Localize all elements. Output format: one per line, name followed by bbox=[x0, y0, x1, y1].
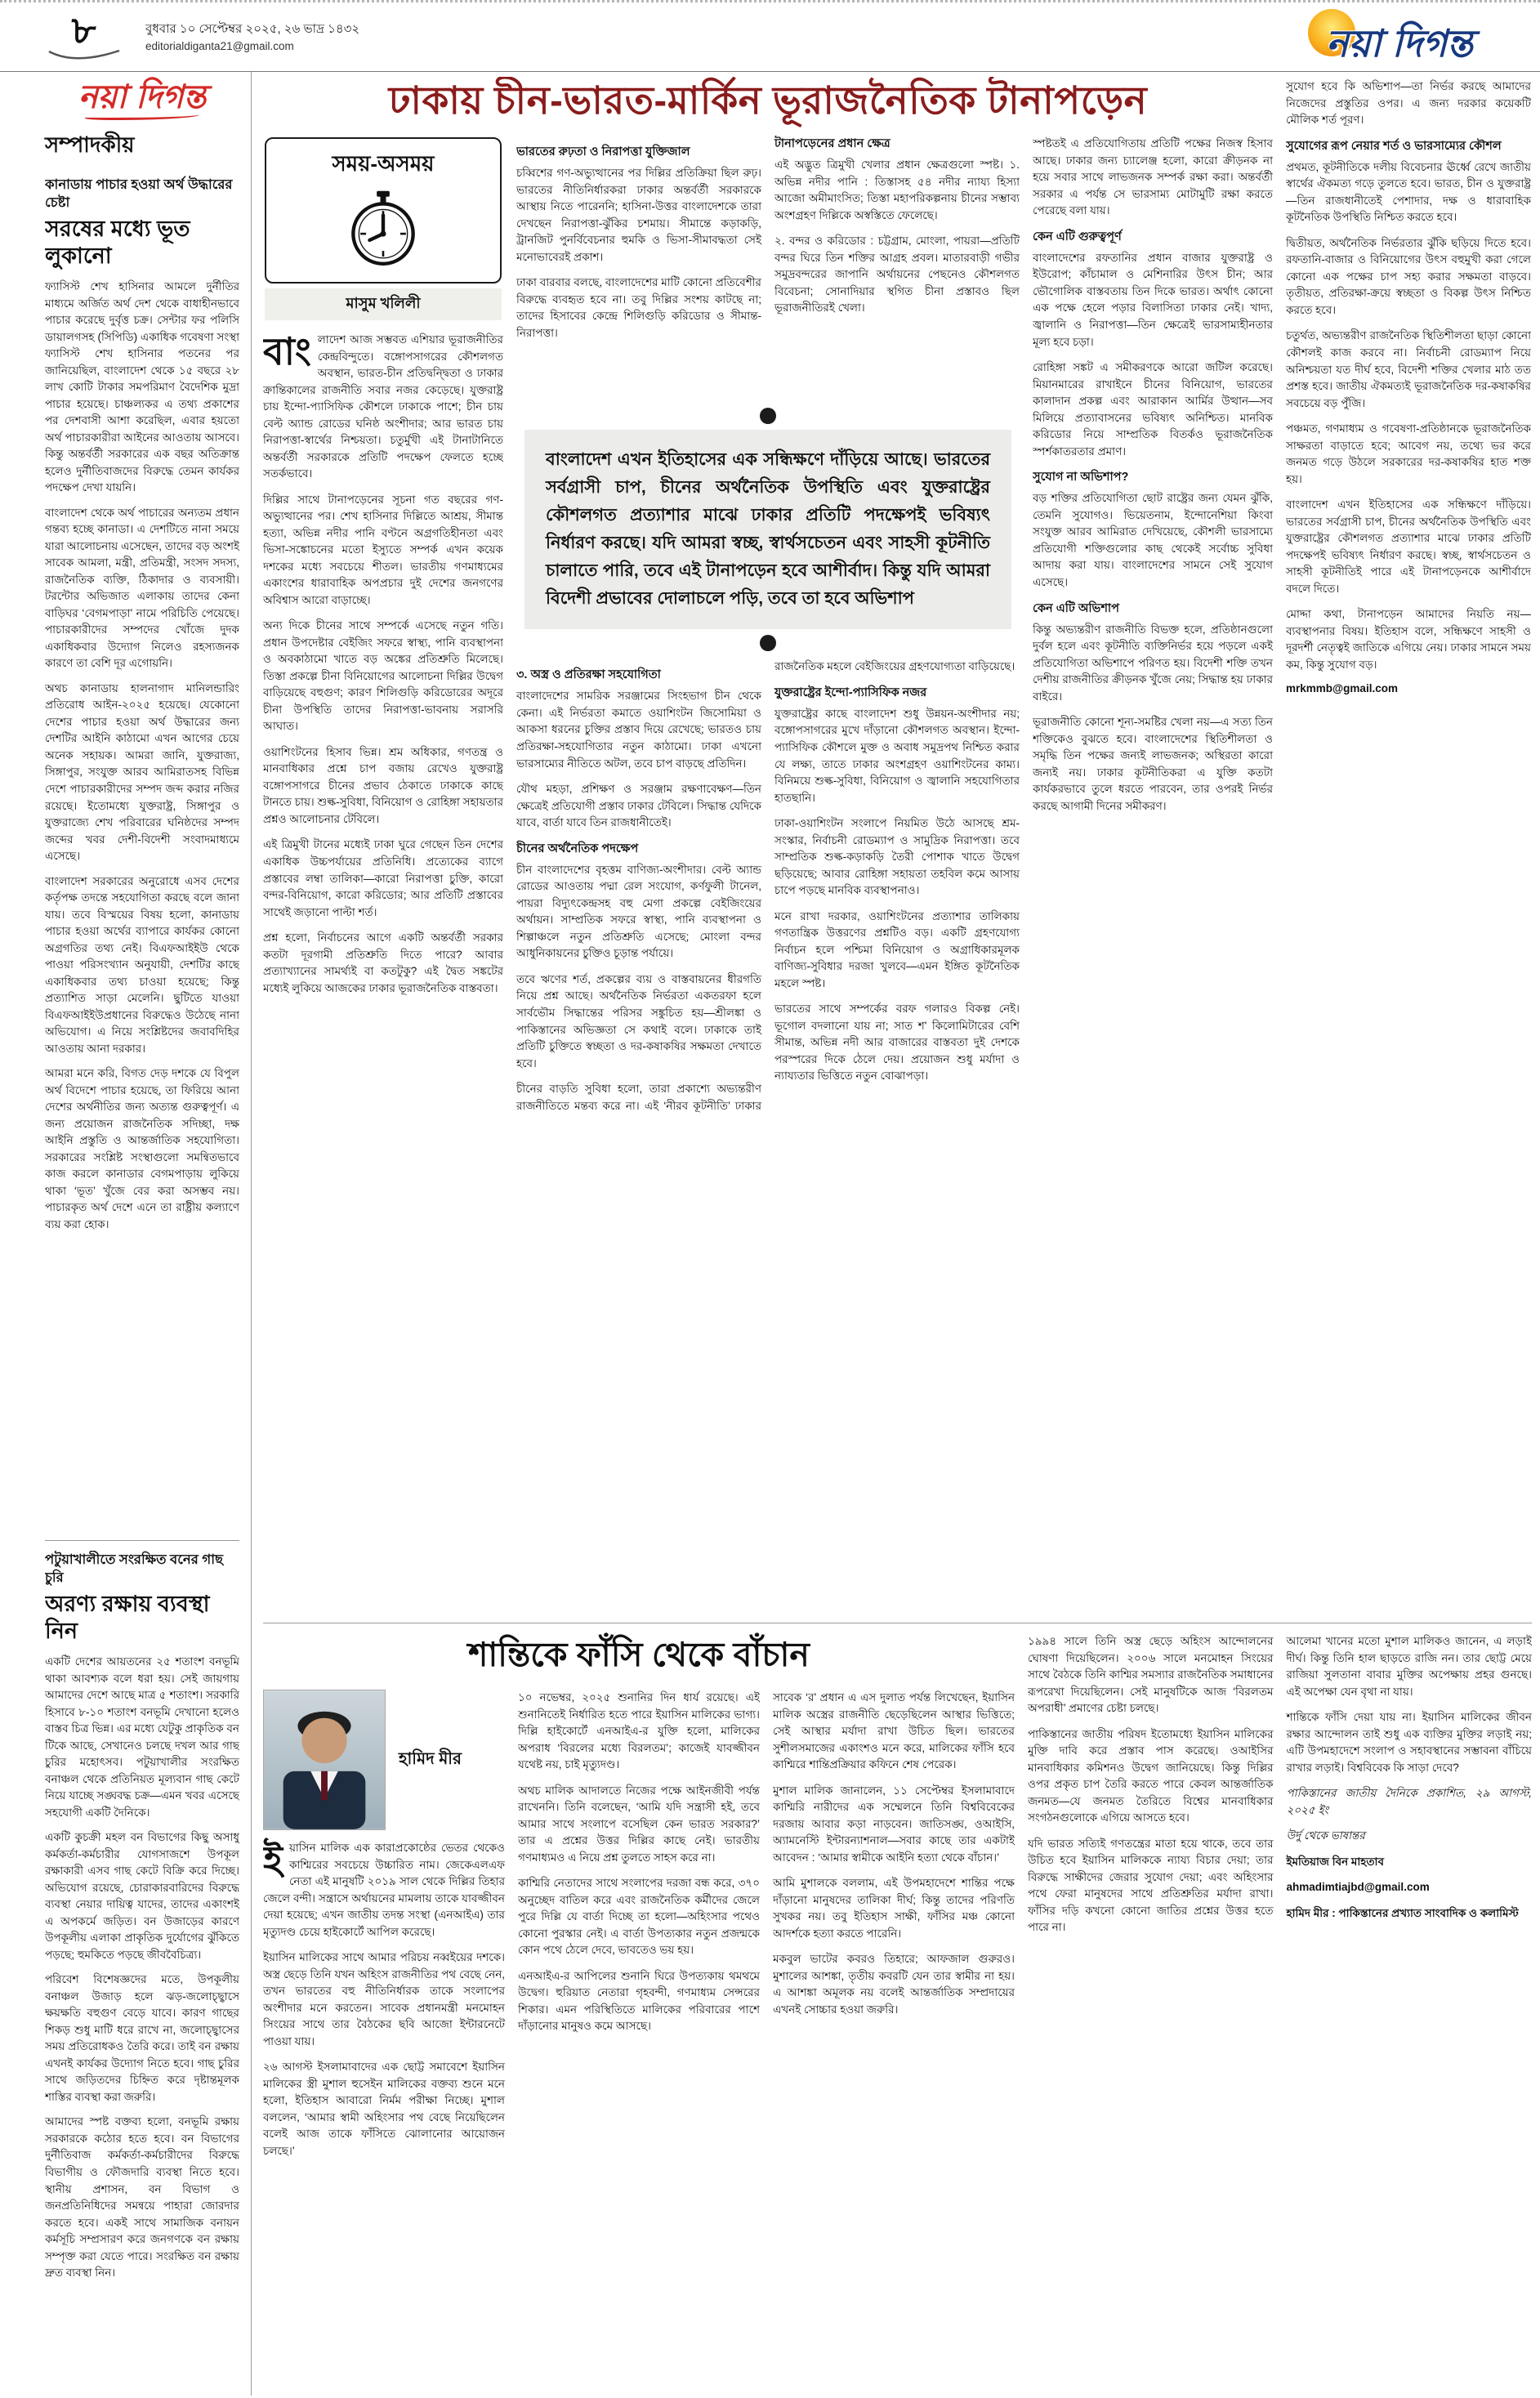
article-paragraph: ইয়াসিন মালিকের সাথে আমার পরিচয় নব্বইয়ের দশকে। অস্ত্র ছেড়ে তিনি যখন অহিংস রাজনীতির পথ বেছে নেন, তখন ভারতের বহু নীতিনির্ধারক তাকে সংলাপের অংশীদার মনে করতেন। সাবেক প্রধানমন্ত্রী মনমোহন সিংয়ের সাথে তার বৈঠকের ছবি আজো ইন্টারনেটে পাওয়া যায়। bbox=[263, 1951, 505, 2047]
article-paragraph: ভূরাজনীতি কোনো শূন্য-সমষ্টির খেলা নয়—এ সত্য তিন শক্তিকেও বুঝতে হবে। বাংলাদেশের স্থিতিশীলতা ও সমৃদ্ধি তিন পক্ষের জন্যই লাভজনক; অস্থিরতা কারো জন্যই নয়। ঢাকার কূটনীতিকরা এ যুক্তি কতটা কার্যকরভাবে তুলে ধরতে পারবেন, তার ওপরই নির্ভর করছে আগামী দিনের সমীকরণ। bbox=[1033, 716, 1273, 812]
lead-col-5 bbox=[1286, 77, 1531, 1616]
editorial-article-2 bbox=[45, 1551, 239, 2290]
article-paragraph: পাকিস্তানের জাতীয় পরিষদ ইতোমধ্যে ইয়াসিন মালিকের মুক্তি দাবি করে প্রস্তাব পাস করেছে। ওআইসির মানবাধিকার কমিশনও উদ্বেগ জানিয়েছে। কিন্তু দিল্লির ওপর প্রকৃত চাপ তৈরি করতে পারে কেবল আন্তর্জাতিক জনমত—যে জনমত তৈরিতে বিশ্বের মানবাধিকার সংগঠনগুলোকে এগিয়ে আসতে হবে। bbox=[1028, 1727, 1274, 1824]
brand-name: নয়া দিগন্ত bbox=[1326, 22, 1473, 65]
article-paragraph: চব্বিশের গণ-অভ্যুত্থানের পর দিল্লির প্রতিক্রিয়া ছিল রুঢ়। ভারতের নীতিনির্ধারকরা ঢাকার অন্তর্বর্তী সরকারকে আস্থায় নিতে পারেননি; হাসিনা-উত্তর বাংলাদেশকে তারা দেখছেন নিরাপত্তা-ঝুঁকির চশমায়। সীমান্তে কড়াকড়ি, ট্রানজিট পুনর্বিবেচনার হুমকি ও ভিসা-সীমাবদ্ধতা সেই মনোভাবেরই প্রকাশ। bbox=[516, 167, 761, 263]
article-paragraph: আমাদের স্পষ্ট বক্তব্য হলো, বনভূমি রক্ষায় সরকারকে কঠোর হতে হবে। বন বিভাগের দুর্নীতিবাজ কর্মকর্তা-কর্মচারীদের বিরুদ্ধে বিভাগীয় ও ফৌজদারি ব্যবস্থা নিতে হবে। স্থানীয় প্রশাসন, বন বিভাগ ও জনপ্রতিনিধিদের সমন্বয়ে পাহারা জোরদার করতে হবে। একই সাথে সামাজিক বনায়ন কর্মসূচি সম্প্রসারণ করে জনগণকে বন রক্ষায় সম্পৃক্ত করা যেতে পারে। সংরক্ষিত বন রক্ষায় দ্রুত ব্যবস্থা নিন। bbox=[45, 2115, 239, 2280]
second-col-1 bbox=[263, 1690, 505, 2396]
article-paragraph: যৌথ মহড়া, প্রশিক্ষণ ও সরঞ্জাম রক্ষণাবেক্ষণ—তিন ক্ষেত্রেই প্রতিযোগী প্রস্তাব ঢাকার টেবিলে। সিদ্ধান্ত যেদিকে যাবে, বার্তা যাবে তিন রাজধানীতেই। bbox=[516, 783, 761, 829]
second-col-4-5 bbox=[1028, 1632, 1532, 2396]
article-paragraph: আমরা মনে করি, বিগত দেড় দশকে যে বিপুল অর্থ বিদেশে পাচার হয়েছে, তা ফিরিয়ে আনা দেশের অর্থনীতির জন্য অত্যন্ত গুরুত্বপূর্ণ। এ জন্য প্রয়োজন রাজনৈতিক সদিচ্ছা, দক্ষ আইনি প্রস্তুতি ও আন্তর্জাতিক সহযোগিতা। সরকারের সংশ্লিষ্ট সংস্থাগুলো সমন্বিতভাবে কাজ করলে কানাডার বেগমপাড়ায় লুকিয়ে থাকা ‘ভূত’ খুঁজে বের করা অসম্ভব নয়। পাচারকৃত অর্থ দেশে এনে তা রাষ্ট্রীয় কল্যাণে ব্যয় করা হোক। bbox=[45, 1067, 239, 1230]
lead-col-4 bbox=[1033, 136, 1273, 1616]
article-subhead: টানাপড়েনের প্রধান ক্ষেত্র bbox=[774, 137, 891, 151]
lead-author-email[interactable]: mrkmmb@gmail.com bbox=[1286, 682, 1398, 695]
lead-headline: ঢাকায় চীন-ভারত-মার্কিন ভূরাজনৈতিক টানাপড়েন bbox=[388, 78, 1148, 122]
editorial-headline: অরণ্য রক্ষায় ব্যবস্থা নিন bbox=[45, 1591, 210, 1644]
page-number-block bbox=[45, 11, 123, 64]
article-paragraph: ভারতের সাথে সম্পর্কের বরফ গলারও বিকল্প নেই। ভূগোল বদলানো যায় না; সাত শ' কিলোমিটারের বেশি সীমান্ত, অভিন্ন নদী আর বাজারের বাস্তবতা দুই দেশকে পরস্পরের দিকে ঠেলে দেয়। প্রয়োজন শুধু মর্যাদা ও ন্যায্যতার ভিত্তিতে নতুন বোঝাপড়া। bbox=[774, 1003, 1020, 1083]
article-subhead: যুক্তরাষ্ট্রের ইন্দো-প্যাসিফিক নজর bbox=[774, 685, 927, 699]
lead-col-2-3-bottom bbox=[516, 659, 1020, 1616]
editorial-kicker: কানাডায় পাচার হওয়া অর্থ উদ্ধারের চেষ্টা bbox=[45, 177, 233, 211]
lead-col-2-3 bbox=[516, 136, 1020, 1616]
article-paragraph: ঢাকা বারবার বলছে, বাংলাদেশের মাটি কোনো প্রতিবেশীর বিরুদ্ধে ব্যবহৃত হবে না। তবু দিল্লির সংশয় কাটছে না; তাদের হিসাবের কেন্দ্রে শিলিগুড়ি করিডোর ও সীমান্ত-নিরাপত্তা। bbox=[516, 276, 761, 339]
article-paragraph: পঞ্চমত, গণমাধ্যম ও গবেষণা-প্রতিষ্ঠানকে ভূরাজনৈতিক সাক্ষরতা বাড়াতে হবে; আবেগ নয়, তথ্যে ভর করে জনমত গড়ে উঠলে সরকারের দর-কষাকষির হাত শক্ত হয়। bbox=[1286, 422, 1531, 485]
date-line: বুধবার ১০ সেপ্টেম্বর ২০২৫, ২৬ ভাদ্র ১৪৩২ bbox=[145, 21, 360, 36]
pull-quote-block bbox=[524, 430, 1011, 629]
article-paragraph: এনআইএ-র আপিলের শুনানি ঘিরে উপত্যকায় থমথমে উদ্বেগ। হুরিয়াত নেতারা গৃহবন্দী, গণমাধ্যম সেন্সরের শিকার। এমন পরিস্থিতিতে মালিকের পরিবারের পাশে দাঁড়ানোর মানুষও কমে আসছে। bbox=[518, 1969, 760, 2033]
lead-col-1-body bbox=[263, 332, 503, 997]
second-article bbox=[263, 1623, 1532, 2396]
article-paragraph: মুশাল মালিক জানালেন, ১১ সেপ্টেম্বর ইসলামাবাদে কাশ্মিরি নারীদের এক সম্মেলনে তিনি বিশ্ববিবেকের দরজায় আবার কড়া নাড়বেন। জাতিসঙ্ঘ, ওআইসি, অ্যামনেস্টি ইন্টারন্যাশনাল—সবার কাছে তার একটাই আবেদন : ‘আমার স্বামীকে আইনি হত্যা থেকে বাঁচান।’ bbox=[773, 1784, 1015, 1864]
article-paragraph: সুযোগ হবে কি অভিশাপ—তা নির্ভর করছে আমাদের নিজেদের প্রস্তুতির ওপর। এ জন্য দরকার কয়েকটি মৌলিক শর্ত পূরণ। bbox=[1286, 80, 1531, 127]
article-paragraph: বাংলাদেশের সামরিক সরঞ্জামের সিংহভাগ চীন থেকে কেনা। এই নির্ভরতা কমাতে ওয়াশিংটন জিসোমিয়া ও আকসা ধরনের চুক্তির প্রস্তাব দিয়ে রেখেছে; ভারতও চায় প্রতিরক্ষা-সহযোগিতার নতুন কাঠামো। ঢাকা এখনো ভারসাম্যের নীতিতে অটল, তবে চাপ বাড়ছে প্রতিদিন। bbox=[516, 690, 761, 770]
article-paragraph: শান্তিকে ফাঁসি দেয়া যায় না। ইয়াসিন মালিকের জীবন রক্ষার আন্দোলন তাই শুধু এক ব্যক্তির মুক্তির লড়াই নয়; এটি উপমহাদেশে সংলাপ ও সহাবস্থানের সম্ভাবনা বাঁচিয়ে রাখার লড়াই। বিশ্ববিবেক কি সাড়া দেবে? bbox=[1286, 1711, 1532, 1774]
article-paragraph: বাংলাদেশ থেকে অর্থ পাচারের অন্যতম প্রধান গন্তব্য হচ্ছে কানাডা। এ দেশটিতে নানা সময়ে যারা আলোচনায় এসেছেন, তাদের বড় অংশই সাবেক আমলা, মন্ত্রী, প্রতিমন্ত্রী, সংসদ সদস্য, রাজনৈতিক ব্যক্তি, ঠিকাদার ও ব্যবসায়ী। টরন্টোর অভিজাত এলাকায় তাদের কেনা বাড়িঘর ‘বেগমপাড়া’ নামে পরিচিতি পেয়েছে। পাচারকারীদের সম্পদের খোঁজে দুদক একাধিকবার উদ্যোগ নিলেও রহস্যজনক কারণে তা বেশি দূর এগোয়নি। bbox=[45, 506, 239, 670]
article-paragraph: ২৬ আগস্ট ইসলামাবাদের এক ছোট্ট সমাবেশে ইয়াসিন মালিকের স্ত্রী মুশাল হুসেইন মালিকের বক্তব্য শুনে মনে হলো, ইতিহাস আবারো নির্মম পরীক্ষা নিচ্ছে। মুশাল বললেন, ‘আমার স্বামী অহিংসার পথ বেছে নিয়েছিলেন বলেই আজ তাকে ফাঁসিতে ঝোলানোর আয়োজন চলছে।’ bbox=[263, 2061, 505, 2157]
article-paragraph: একটি কুচক্রী মহল বন বিভাগের কিছু অসাধু কর্মকর্তা-কর্মচারীর যোগসাজশে উপকূল রক্ষাকারী এসব গাছ কেটে বিক্রি করে দিচ্ছে। অভিযোগ রয়েছে, চোরাকারবারিদের বিরুদ্ধে ব্যবস্থা নেয়ার দায়িত্ব যাদের, তাদের একাংশই এ অপকর্মে জড়িত। বন উজাড়ের কারণে উপকূলীয় এলাকা প্রাকৃতিক দুর্যোগের ঝুঁকিতে পড়ছে; হুমকিতে পড়ছে জীববৈচিত্র্য। bbox=[45, 1831, 239, 1961]
lead-article-left bbox=[263, 77, 1273, 1616]
editorial-headline: সরষের মধ্যে ভূত লুকানো bbox=[45, 216, 190, 269]
email-link[interactable]: ahmadimtiajbd@gmail.com bbox=[1286, 1881, 1430, 1894]
naya-diganta-masthead: নয়া দিগন্ত bbox=[78, 79, 207, 115]
article-paragraph: চতুর্থত, অভ্যন্তরীণ রাজনৈতিক স্থিতিশীলতা ছাড়া কোনো কৌশলই কাজ করবে না। নির্বাচনী রোডম্যাপ নিয়ে অনিশ্চয়তা যত দীর্ঘ হবে, বিদেশী শক্তির খেলার মাঠ তত প্রশস্ত হবে। জাতীয় ঐকমত্যই ভূরাজনৈতিক দর-কষাকষির সবচেয়ে বড় পুঁজি। bbox=[1286, 329, 1531, 409]
article-paragraph: ঢাকা-ওয়াশিংটন সংলাপে নিয়মিত উঠে আসছে শ্রম-সংস্কার, নির্বাচনী রোডম্যাপ ও সামুদ্রিক নিরাপত্তা। তবে সাম্প্রতিক শুল্ক-কড়াকড়ি তৈরী পোশাক খাতে উদ্বেগ ছড়িয়েছে; আবার রোহিঙ্গা সহায়তা তহবিল কমে আসায় চাপে পড়ছে মানবিক ব্যবস্থাপনাও। bbox=[774, 817, 1020, 897]
article-paragraph: মনে রাখা দরকার, ওয়াশিংটনের প্রত্যাশার তালিকায় গণতান্ত্রিক উত্তরণের প্রশ্নটিও বড়। একটি গ্রহণযোগ্য নির্বাচন হলে পশ্চিমা বিনিয়োগ ও অগ্রাধিকারমূলক বাণিজ্য-সুবিধার দরজা খুলবে—এমন ইঙ্গিত কূটনৈতিক মহলে স্পষ্ট। bbox=[774, 909, 1020, 989]
article-paragraph: মকবুল ভাটের কবরও তিহারে; আফজাল গুরুরও। মুশালের আশঙ্কা, তৃতীয় কবরটি যেন তার স্বামীর না হয়। এ আশঙ্কা অমূলক নয় বলেই আন্তর্জাতিক সম্প্রদায়ের এখনই সোচ্চার হওয়া জরুরি। bbox=[773, 1953, 1015, 2016]
second-col-2 bbox=[518, 1690, 760, 2396]
editorial-body bbox=[45, 279, 239, 1233]
article-paragraph: কিন্তু অভ্যন্তরীণ রাজনীতি বিভক্ত হলে, প্রতিষ্ঠানগুলো দুর্বল হলে এবং কূটনীতি ব্যক্তিনির্ভর হয়ে পড়লে একই প্রতিযোগিতা অভিশাপে পরিণত হয়। বিদেশী শক্তি তখন দেশীয় রাজনীতির ক্রীড়নক খুঁজে নেয়; সিদ্ধান্ত হয় ঢাকার বাইরে। bbox=[1033, 623, 1273, 703]
article-paragraph: এই ত্রিমুখী টানের মধ্যেই ঢাকা ঘুরে গেছেন তিন দেশের একাধিক উচ্চপর্যায়ের প্রতিনিধি। প্রত্যেকের ব্যাগে প্রস্তাবের লম্বা তালিকা—কারো নিরাপত্তা চুক্তি, কারো বন্দর-বিনিয়োগ, কারো করিডোর; আর প্রতিটি প্রস্তাবের সাথেই জড়ানো পাল্টা শর্ত। bbox=[263, 838, 503, 918]
second-col-1-body bbox=[263, 1840, 505, 2159]
article-paragraph: বাংলাদেশ আজ সম্ভবত এশিয়ার ভূরাজনীতির কেন্দ্রবিন্দুতে। বঙ্গোপসাগরের কৌশলগত অবস্থান, ভারত-চীন প্রতিদ্বন্দ্বিতা ও ঢাকার ক্রান্তিকালের রাজনীতি সবার নজর কেড়েছে। যুক্তরাষ্ট্র চায় ইন্দো-প্যাসিফিক কৌশলে ঢাকাকে পাশে; চীন চায় বেল্ট অ্যান্ড রোডের ঘনিষ্ঠ অংশীদার; আর ভারত চায় নিরাপত্তা-স্বার্থের নিশ্চয়তা। চতুর্মুখী এই টানাটানিতে অন্তর্বর্তী সরকারকে প্রতিটি পদক্ষেপ ফেলতে হচ্ছে সতর্কভাবে। bbox=[263, 330, 503, 480]
editorial-column bbox=[0, 72, 252, 2396]
article-paragraph: সাবেক ‘র’ প্রধান এ এস দুলাত পর্যন্ত লিখেছেন, ইয়াসিন মালিক অস্ত্রের রাজনীতি ছেড়েছিলেন আস্থার ভিত্তিতে; সেই আস্থার মর্যাদা রাখা উচিত ছিল। ভারতের সুশীলসমাজের একাংশও মনে করে, মালিকের ফাঁসি হবে কাশ্মিরে শান্তিপ্রক্রিয়ার কফিনে শেষ পেরেক। bbox=[773, 1691, 1015, 1771]
lead-article-columns bbox=[263, 136, 1273, 1616]
section-title-editorial: সম্পাদকীয় bbox=[45, 132, 135, 157]
author-block bbox=[263, 1690, 505, 1830]
article-paragraph: আমি মুশালকে বললাম, এই উপমহাদেশে শান্তির পক্ষে দাঁড়ানো মানুষদের তালিকা দীর্ঘ; কিন্তু তাদের পরিণতি সুখকর নয়। তবু ইতিহাস সাক্ষী, ফাঁসির মঞ্চ কোনো আদর্শকে হত্যা করতে পারেনি। bbox=[773, 1877, 1015, 1940]
editorial-body bbox=[45, 1654, 239, 2282]
article-paragraph: দ্বিতীয়ত, অর্থনৈতিক নির্ভরতার ঝুঁকি ছড়িয়ে দিতে হবে। রফতানি-বাজার ও বিনিয়োগের উৎস বহুমুখী করা গেলে কোনো এক পক্ষের চাপ সহ্য করার সক্ষমতা বাড়বে। তৃতীয়ত, প্রতিরক্ষা-ক্রয়ে স্বচ্ছতা ও বিকল্প উৎস নিশ্চিত করতে হবে। bbox=[1286, 236, 1531, 316]
article-paragraph: ফ্যাসিস্ট শেখ হাসিনার আমলে দুর্নীতির মাধ্যমে অর্জিত অর্থ দেশ থেকে বাধাহীনভাবে পাচার করেছে দুর্বৃত্ত চক্র। সেন্টার ফর পলিসি ডায়ালগসহ (সিপিডি) একাধিক গবেষণা সংস্থা ফ্যাসিস্ট শেখ হাসিনার পতনের পর জানিয়েছিল, বাংলাদেশ থেকে ১৫ বছরে ২৮ লাখ কোটি টাকার সমপরিমাণ বৈদেশিক মুদ্রা পাচার হয়েছে। চাঞ্চল্যকর এ তথ্য প্রকাশের পর দেশবাসী আশা করেছিল, এবার হয়তো অর্থ পাচারকারীরা আইনের আওতায় আসবে। কিন্তু অন্তর্বর্তী সরকারের এক বছর অতিক্রান্ত হলেও দুর্নীতিবাজদের বিরুদ্ধে তেমন কার্যকর পদক্ষেপ দেখা যায়নি। bbox=[45, 280, 239, 494]
article-paragraph: এই অদ্ভুত ত্রিমুখী খেলার প্রধান ক্ষেত্রগুলো স্পষ্ট। ১. অভিন্ন নদীর পানি : তিস্তাসহ ৫৪ নদীর ন্যায্য হিস্যা আজো অমীমাংসিত; তিস্তা মহাপরিকল্পনায় চীনের সম্ভাব্য অংশগ্রহণ দিল্লিকে অস্বস্তিতে ফেলেছে। bbox=[774, 159, 1020, 221]
article-paragraph: অথচ কানাডায় হালনাগাদ মানিলন্ডারিং প্রতিরোধ আইন-২০২৫ হয়েছে। যেকোনো দেশের পাচার হওয়া অর্থ উদ্ধারের জন্য দেশটির আইনি কাঠামো এখন আগের চেয়ে অনেক সহায়ক। আমরা জানি, যুক্তরাজ্য, সিঙ্গাপুর, সংযুক্ত আরব আমিরাতসহ বিভিন্ন দেশে পাচারকারীদের সম্পদ জব্দ করার নজির রয়েছে। ইতোমধ্যে যুক্তরাষ্ট্র, সিঙ্গাপুর ও যুক্তরাজ্যে শেখ পরিবারের ঘনিষ্ঠদের সম্পদ জব্দের খবর দেশী-বিদেশী সংবাদমাধ্যমে এসেছে। bbox=[45, 681, 239, 863]
page-header bbox=[0, 0, 1540, 72]
lead-col-2-3-top bbox=[516, 136, 1020, 405]
article-subhead: চীনের অর্থনৈতিক পদক্ষেপ bbox=[516, 842, 639, 855]
page-number-swoosh bbox=[47, 49, 121, 64]
article-paragraph: পরিবেশ বিশেষজ্ঞদের মতে, উপকূলীয় বনাঞ্চল উজাড় হলে ঝড়-জলোচ্ছ্বাসে ক্ষয়ক্ষতি বহুগুণ বেড়ে যাবে। কারণ গাছের শিকড় শুধু মাটি ধরে রাখে না, জলোচ্ছ্বাসের সময় প্রতিরোধকও তৈরি করে। তাই বন রক্ষায় এখনই কার্যকর উদ্যোগ নিতে হবে। গাছ চুরির সাথে জড়িতদের চিহ্নিত করে দৃষ্টান্তমূলক শাস্তির ব্যবস্থা করা জরুরি। bbox=[45, 1973, 239, 2103]
article-paragraph: অথচ মালিক আদালতে নিজের পক্ষে আইনজীবী পর্যন্ত রাখেননি। তিনি বলেছেন, ‘আমি যদি সন্ত্রাসী হই, তবে আমার সাথে সংলাপে বসেছিল কেন ভারত সরকার?’ তার এ প্রশ্নের উত্তর দিল্লির কাছে নেই। ভারতীয় গণমাধ্যমও এ নিয়ে প্রশ্ন তুলতে সাহস করে না। bbox=[518, 1784, 760, 1864]
second-article-columns bbox=[263, 1690, 1015, 2396]
article-paragraph: ১০ নভেম্বর, ২০২৫ শুনানির দিন ধার্য রয়েছে। এই শুনানিতেই নির্ধারিত হতে পারে ইয়াসিন মালিকের ভাগ্য। দিল্লি হাইকোর্টে এনআইএ-র যুক্তি হলো, মালিকের অপরাধ ‘বিরলের মধ্যে বিরলতম’; কাজেই যাবজ্জীবন যথেষ্ট নয়, চাই মৃত্যুদণ্ড। bbox=[518, 1691, 760, 1771]
article-footer-line: উর্দু থেকে ভাষান্তর bbox=[1286, 1829, 1365, 1842]
editorial-divider bbox=[45, 1540, 239, 1541]
article-paragraph: মোদ্দা কথা, টানাপড়েন আমাদের নিয়তি নয়—ব্যবস্থাপনার বিষয়। ইতিহাস বলে, সন্ধিক্ষণে সাহসী ও দূরদর্শী নেতৃত্বই জাতিকে এগিয়ে নেয়। ঢাকার সামনে সময় কম, কিন্তু সুযোগ বড়। bbox=[1286, 608, 1531, 671]
article-paragraph: অন্য দিকে চীনের সাথে সম্পর্কে এসেছে নতুন গতি। প্রধান উপদেষ্টার বেইজিং সফরে স্বাস্থ্য, পানি ব্যবস্থাপনা ও অবকাঠামো খাতে বড় অঙ্কের প্রতিশ্রুতি মিলেছে। তিস্তা প্রকল্পে চীনা বিনিয়োগের আলোচনা দিল্লির উদ্বেগ বাড়িয়েছে বহুগুণ; কারণ শিলিগুড়ি করিডোরের অদূরে চীনা উপস্থিতি তাদের নিরাপত্তা-ভাবনায় সরাসরি আঘাত। bbox=[263, 619, 503, 733]
article-subhead: কেন এটি অভিশাপ bbox=[1033, 601, 1119, 615]
article-paragraph: যদি ভারত সত্যিই গণতন্ত্রের মাতা হয়ে থাকে, তবে তার উচিত হবে ইয়াসিন মালিককে ন্যায্য বিচার দেয়া; তার বিরুদ্ধে সাক্ষীদের জেরার সুযোগ দেয়া; এবং অহিংসার পথে ফেরা মানুষদের সাথে প্রতিশ্রুতির মর্যাদা রাখা। ফাঁসির দড়ি কখনো কোনো জাতির প্রশ্নের উত্তর হতে পারে না। bbox=[1028, 1837, 1274, 1934]
main-area bbox=[252, 72, 1540, 2396]
column-name: সময়-অসময় bbox=[332, 151, 435, 176]
bullet-dot-icon bbox=[760, 408, 776, 424]
page-number: ৮ bbox=[71, 9, 96, 51]
article-subhead: ভারতের রুঢ়তা ও নিরাপত্তা যুক্তিজাল bbox=[516, 145, 690, 159]
article-paragraph: ওয়াশিংটনের হিসাব ভিন্ন। শ্রম অধিকার, গণতন্ত্র ও মানবাধিকার প্রশ্নে চাপ বজায় রেখেও যুক্তরাষ্ট্র বঙ্গোপসাগরে চীনের প্রভাব ঠেকাতে ঢাকাকে কাছে টানতে চায়। শুল্ক-সুবিধা, বিনিয়োগ ও রোহিঙ্গা সহায়তার প্রশ্নও আলোচনার টেবিলে। bbox=[263, 745, 503, 825]
author-photo bbox=[263, 1690, 386, 1830]
article-subhead: ৩. অস্ত্র ও প্রতিরক্ষা সহযোগিতা bbox=[516, 668, 661, 682]
article-footer-line: ইমতিয়াজ বিন মাহতাব bbox=[1286, 1855, 1384, 1868]
editorial-email[interactable]: editorialdiganta21@gmail.com bbox=[145, 40, 294, 53]
article-paragraph: স্পষ্টতই এ প্রতিযোগিতায় প্রতিটি পক্ষের নিজস্ব হিসাব আছে। ঢাকার জন্য চ্যালেঞ্জ হলো, কারো ক্রীড়নক না হয়ে সবার সাথে লাভজনক সম্পর্ক রক্ষা করা। অন্তর্বর্তী সরকার এ পর্যন্ত সে ভারসাম্য মোটামুটি রক্ষা করতে পেরেছে বলা যায়। bbox=[1033, 137, 1273, 217]
lead-col-5-body bbox=[1286, 78, 1531, 673]
article-paragraph: বাংলাদেশের রফতানির প্রধান বাজার যুক্তরাষ্ট্র ও ইউরোপ; কাঁচামাল ও মেশিনারির উৎস চীন; আর ভৌগোলিক বাস্তবতায় তিন দিকে ভারত। অর্থাৎ কোনো এক পক্ষে হেলে পড়ার বিলাসিতা ঢাকার নেই। খাদ্য, জ্বালানি ও নিরাপত্তা—তিন ক্ষেত্রেই ভারসাম্যহীনতার মূল্য হবে চড়া। bbox=[1033, 251, 1273, 348]
article-paragraph: চীন বাংলাদেশের বৃহত্তম বাণিজ্য-অংশীদার। বেল্ট অ্যান্ড রোডের আওতায় পদ্মা রেল সংযোগ, কর্ণফুলী টানেল, পায়রা বিদ্যুৎকেন্দ্রসহ বহু মেগা প্রকল্পে বেইজিংয়ের অর্থায়ন। সাম্প্রতিক সফরে স্বাস্থ্য, পানি ব্যবস্থাপনা ও শিল্পাঞ্চলে নতুন প্রতিশ্রুতি এসেছে; মোংলা বন্দর আধুনিকায়নের চুক্তিও চূড়ান্ত পর্যায়ে। bbox=[516, 863, 761, 960]
editorial-article-1 bbox=[45, 176, 239, 1534]
lead-col-1 bbox=[263, 136, 503, 1616]
article-paragraph: কাশ্মিরি নেতাদের সাথে সংলাপের দরজা বন্ধ করে, ৩৭০ অনুচ্ছেদ বাতিল করে এবং রাজনৈতিক কর্মীদের জেলে পুরে দিল্লি যে বার্তা দিচ্ছে তা হলো—অহিংসার পথেও কোনো পুরস্কার নেই। এ বার্তা উপত্যকার নতুন প্রজন্মকে কোন পথে ঠেলে দেবে, ভাবতেও ভয় হয়। bbox=[518, 1877, 760, 1957]
second-col-3 bbox=[773, 1690, 1015, 2396]
clock-icon bbox=[347, 190, 419, 268]
brand-logo bbox=[1303, 7, 1524, 68]
article-subhead: সুযোগ না অভিশাপ? bbox=[1033, 471, 1129, 485]
bullet-dot-icon bbox=[760, 635, 776, 651]
column-name-box bbox=[265, 137, 502, 284]
lead-author-name: মাসুম খলিলী bbox=[265, 288, 502, 320]
article-paragraph: একটি দেশের আয়তনের ২৫ শতাংশ বনভূমি থাকা আবশ্যক বলে ধরা হয়। সেই জায়গায় আমাদের দেশে আছে মাত্র ৫ শতাংশ। সরকারি হিসাবে ৮-১০ শতাংশ বনভূমি দেখানো হলেও বাস্তব চিত্র ভিন্ন। এর মধ্যে যেটুকু প্রাকৃতিক বন টিকে আছে, সেখানেও চলছে দখল আর গাছ চুরির মহোৎসব। পটুয়াখালীর সংরক্ষিত বনাঞ্চল থেকে প্রতিনিয়ত মূল্যবান গাছ কেটে নিয়ে যাচ্ছে সঙ্ঘবদ্ধ চক্র—এমন খবর এসেছে সহযোগী একটি দৈনিকে। bbox=[45, 1655, 239, 1819]
pull-quote: বাংলাদেশ এখন ইতিহাসের এক সন্ধিক্ষণে দাঁড়িয়ে আছে। ভারতের সর্বগ্রাসী চাপ, চীনের অর্থনৈতিক উপস্থিতি এবং যুক্তরাষ্ট্রের কৌশলগত প্রত্যাশার মাঝে ঢাকার প্রতিটি পদক্ষেপই ভবিষ্যৎ নির্ধারণ করছে। যদি আমরা স্বচ্ছ, স্বার্থসচেতন এবং সাহসী কূটনীতি চালাতে পারি, তবে এই টানাপড়েন হবে আশীর্বাদ। কিন্তু যদি আমরা বিদেশী প্রভাবের দোলাচলে পড়ি, তবে তা হবে অভিশাপ bbox=[524, 430, 1011, 629]
article-footer-line: হামিদ মীর : পাকিস্তানের প্রখ্যাত সাংবাদিক ও কলামিস্ট bbox=[1286, 1906, 1519, 1919]
article-paragraph: দিল্লির সাথে টানাপড়েনের সূচনা গত বছরের গণ-অভ্যুত্থানের পর। শেখ হাসিনার দিল্লিতে আশ্রয়, সীমান্ত হত্যা, অভিন্ন নদীর পানি বণ্টনে অগ্রগতিহীনতা এবং ভিসা-সঙ্কোচনের মতো ইস্যুতে সম্পর্ক এখন কয়েক দশকের মধ্যে সবচেয়ে শীতল। ভারতীয় গণমাধ্যমের একাংশের ধারাবাহিক অপপ্রচার দুই দেশের জনগণের অবিশ্বাস আরো বাড়াচ্ছে। bbox=[263, 493, 503, 606]
lead-article bbox=[263, 77, 1532, 1616]
editorial-kicker: পটুয়াখালীতে সংরক্ষিত বনের গাছ চুরি bbox=[45, 1552, 223, 1586]
second-author-name: হামিদ মীর bbox=[399, 1749, 462, 1768]
article-paragraph: বড় শক্তির প্রতিযোগিতা ছোট রাষ্ট্রের জন্য যেমন ঝুঁকি, তেমনি সুযোগও। ভিয়েতনাম, ইন্দোনেশিয়া কিংবা সংযুক্ত আরব আমিরাত দেখিয়েছে, কৌশলী ভারসাম্যে প্রতিযোগী শক্তিগুলোর কাছ থেকেই সর্বোচ্চ সুবিধা আদায় করা যায়। বাংলাদেশের সামনে সেই সুযোগ এসেছে। bbox=[1033, 492, 1273, 588]
article-footer-line: পাকিস্তানের জাতীয় দৈনিকে প্রকাশিত, ২৯ আগস্ট, ২০২৫ ইং bbox=[1286, 1787, 1532, 1816]
article-paragraph: চীনের বাড়তি সুবিধা হলো, তারা প্রকাশ্যে অভ্যন্তরীণ রাজনীতিতে মন্তব্য করে না। এই ‘নীরব কূটনীতি’ ঢাকার রাজনৈতিক মহলে বেইজিংয়ের গ্রহণযোগ্যতা বাড়িয়েছে। bbox=[516, 660, 1016, 1112]
article-paragraph: বাংলাদেশ সরকারের অনুরোধে এসব দেশের কর্তৃপক্ষ তদন্তে সহযোগিতা করছে বলে জানা যায়। তবে বিস্ময়ের বিষয় হলো, কানাডায় পাচার হওয়া অর্থের ব্যাপারে কার্যকর কোনো অগ্রগতির তথ্য নেই। বিএফআইইউ থেকে পাওয়া পরিসংখ্যান অনুযায়ী, দেশটির কাছে একাধিকবার তথ্য চাওয়া হয়েছে; কিন্তু প্রত্যাশিত সাড়া মেলেনি। ছুটিতে যাওয়া বিএফআইইউপ্রধানের বিরুদ্ধেও উঠেছে নানা অভিযোগ। এ নিয়ে সংশ্লিষ্টদের জবাবদিহির আওতায় আনা দরকার। bbox=[45, 874, 239, 1055]
second-article-left bbox=[263, 1632, 1015, 2396]
article-subhead: কেন এটি গুরুত্বপূর্ণ bbox=[1033, 230, 1122, 243]
page-content bbox=[0, 72, 1540, 2396]
issue-info bbox=[145, 20, 359, 56]
article-paragraph: যুক্তরাষ্ট্রের কাছে বাংলাদেশ শুধু উন্নয়ন-অংশীদার নয়; বঙ্গোপসাগরের মুখে দাঁড়ানো কৌশলগত অবস্থান। ইন্দো-প্যাসিফিক কৌশলে মুক্ত ও অবাধ সমুদ্রপথ নিশ্চিত করার যে লক্ষ্য, তাতে ঢাকার অংশগ্রহণ ওয়াশিংটনের কাম্য। বিনিময়ে শুল্ক-সুবিধা, বিনিয়োগ ও জ্বালানি সহযোগিতার হাতছানি। bbox=[774, 707, 1020, 804]
article-subhead: সুযোগের রূপ নেয়ার শর্ত ও ভারসাম্যের কৌশল bbox=[1286, 139, 1502, 153]
second-headline: শান্তিকে ফাঁসি থেকে বাঁচান bbox=[468, 1636, 810, 1673]
article-paragraph: আলেমা খানের মতো মুশাল মালিকও জানেন, এ লড়াই দীর্ঘ। কিন্তু তিনি হাল ছাড়তে রাজি নন। তার ছোট্ট মেয়ে রাজিয়া সুলতানা বাবার মুক্তির অপেক্ষায় প্রহর গুনছে। এই অপেক্ষা যেন বৃথা না যায়। bbox=[1286, 1635, 1532, 1698]
article-paragraph: ২. বন্দর ও করিডোর : চট্টগ্রাম, মোংলা, পায়রা—প্রতিটি বন্দর ঘিরে তিন শক্তির আগ্রহ প্রবল। মাতারবাড়ী গভীর সমুদ্রবন্দরের জাপানি অর্থায়নের পেছনেও কৌশলগত বিবেচনা; সোনাদিয়ার স্থগিত চীনা প্রস্তাবও ছিল ভূরাজনীতিরই খেলা। bbox=[774, 234, 1020, 315]
article-paragraph: বাংলাদেশ এখন ইতিহাসের এক সন্ধিক্ষণে দাঁড়িয়ে। ভারতের সর্বগ্রাসী চাপ, চীনের অর্থনৈতিক উপস্থিতি এবং যুক্তরাষ্ট্রের কৌশলগত প্রত্যাশার মাঝে ঢাকার প্রতিটি পদক্ষেপই ভবিষ্যৎ নির্ধারণ করছে। স্বচ্ছ, স্বার্থসচেতন ও সাহসী কূটনীতিই পারে এই টানাপড়েনকে আশীর্বাদে বদলে দিতে। bbox=[1286, 498, 1531, 595]
article-paragraph: ইয়াসিন মালিক এক কারাপ্রকোষ্ঠের ভেতর থেকেও কাশ্মিরের সবচেয়ে উচ্চারিত নাম। জেকেএলএফ নেতা এই মানুষটি ২০১৯ সাল থেকে দিল্লির তিহার জেলে বন্দী। সন্ত্রাসে অর্থায়নের মামলায় তাকে যাবজ্জীবন দেয়া হয়েছে; এখন জাতীয় তদন্ত সংস্থা (এনআইএ) তার মৃত্যুদণ্ড চেয়ে হাইকোর্টে আপিল করেছে। bbox=[263, 1838, 505, 1938]
article-paragraph: রোহিঙ্গা সঙ্কট এ সমীকরণকে আরো জটিল করেছে। মিয়ানমারের রাখাইনে চীনের বিনিয়োগ, ভারতের কালাদান প্রকল্প এবং আরাকান আর্মির উত্থান—সব মিলিয়ে প্রত্যাবাসনের ভবিষ্যৎ অনিশ্চিত। মানবিক করিডোর নিয়ে সাম্প্রতিক বিতর্কও ভূরাজনৈতিক স্পর্শকাতরতার প্রমাণ। bbox=[1033, 361, 1273, 458]
article-paragraph: প্রশ্ন হলো, নির্বাচনের আগে একটি অন্তর্বর্তী সরকার কতটা দূরগামী প্রতিশ্রুতি দিতে পারে? আবার প্রত্যাখ্যানের সামর্থ্যই বা কতটুকু? এই দ্বৈত সঙ্কটের মধ্যেই লুকিয়ে আজকের ঢাকার ভূরাজনৈতিক বাস্তবতা। bbox=[263, 931, 503, 994]
article-paragraph: প্রথমত, কূটনীতিকে দলীয় বিবেচনার ঊর্ধ্বে রেখে জাতীয় স্বার্থের ঐকমত্য গড়ে তুলতে হবে। ভারত, চীন ও যুক্তরাষ্ট্র—তিন রাজধানীতেই পেশাদার, দক্ষ ও ধারাবাহিক কূটনৈতিক উপস্থিতি নিশ্চিত করতে হবে। bbox=[1286, 160, 1531, 224]
article-paragraph: তবে ঋণের শর্ত, প্রকল্পের ব্যয় ও বাস্তবায়নের ধীরগতি নিয়ে প্রশ্ন আছে। অর্থনৈতিক নির্ভরতা একতরফা হলে সার্বভৌম সিদ্ধান্তের পরিসর সঙ্কুচিত হয়—শ্রীলঙ্কা ও পাকিস্তানের অভিজ্ঞতা সে কথাই বলে। ঢাকাকে তাই প্রতিটি চুক্তিতে স্বচ্ছতা ও দর-কষাকষির সক্ষমতা দেখাতে হবে। bbox=[516, 972, 761, 1069]
article-paragraph: ১৯৯৪ সালে তিনি অস্ত্র ছেড়ে অহিংস আন্দোলনের ঘোষণা দিয়েছিলেন। ২০০৬ সালে মনমোহন সিংয়ের সাথে বৈঠকে তিনি কাশ্মির সমস্যার রাজনৈতিক সমাধানের রূপরেখা দিয়েছিলেন। সেই মানুষটিকে আজ ‘বিরলতম অপরাধী’ প্রমাণের চেষ্টা চলছে। bbox=[1028, 1635, 1274, 1715]
